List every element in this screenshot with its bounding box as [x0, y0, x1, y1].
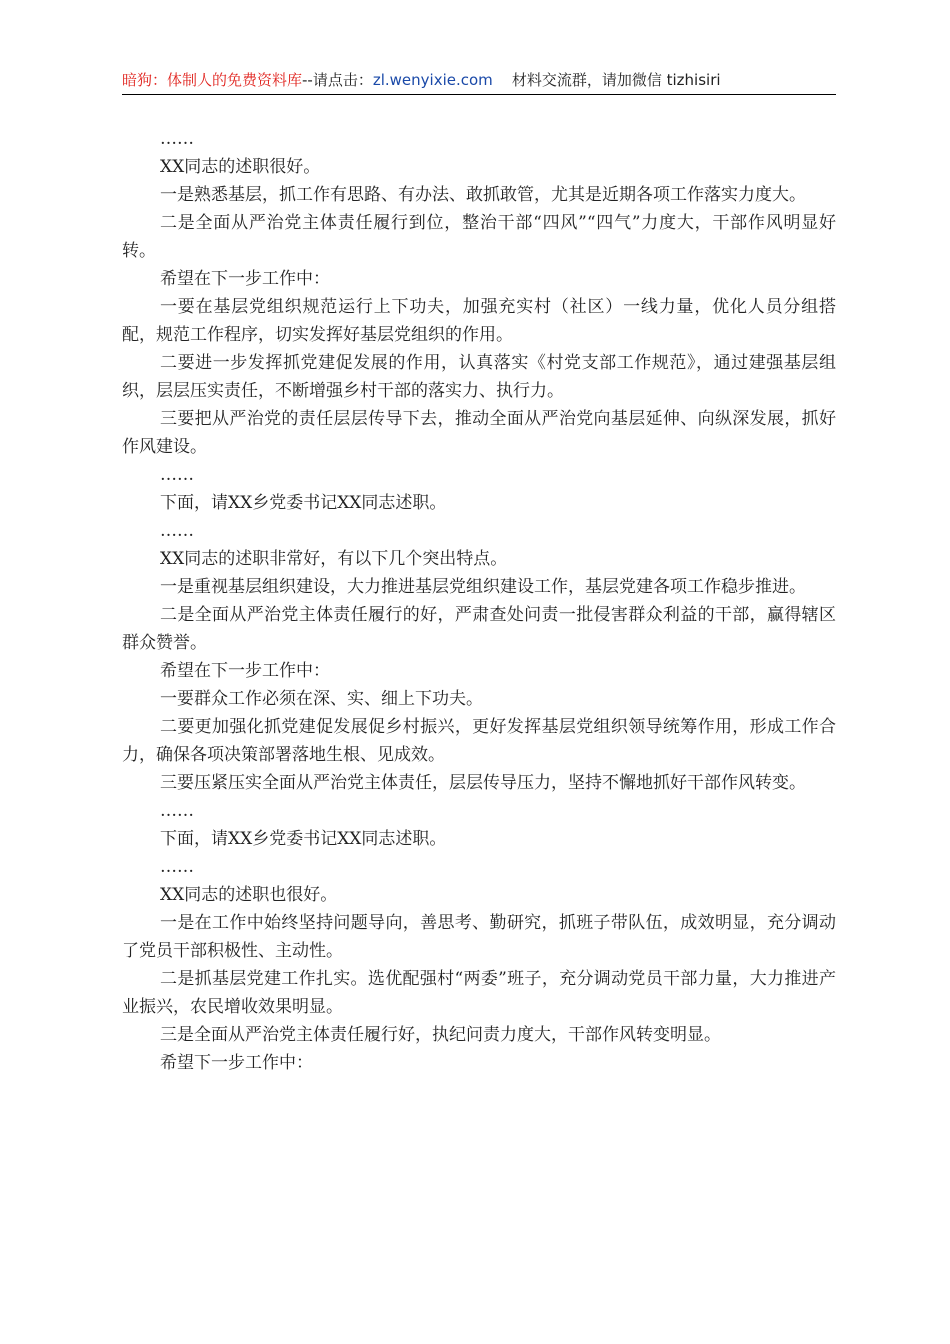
- paragraph: 二是全面从严治党主体责任履行的好，严肃查处问责一批侵害群众利益的干部，赢得辖区群众赞誉。: [122, 605, 836, 653]
- paragraph: 一要群众工作必须在深、实、细上下功夫。: [160, 689, 483, 709]
- paragraph: ……: [160, 129, 194, 149]
- paragraph: XX同志的述职非常好，有以下几个突出特点。: [160, 549, 508, 569]
- paragraph: 下面，请XX乡党委书记XX同志述职。: [160, 829, 447, 849]
- paragraph: 二是全面从严治党主体责任履行到位，整治干部“四风”“四气”力度大，干部作风明显好转。: [122, 213, 836, 261]
- paragraph: 三要把从严治党的责任层层传导下去，推动全面从严治党向基层延伸、向纵深发展，抓好作风建设。: [122, 409, 836, 457]
- paragraph: XX同志的述职很好。: [160, 157, 321, 177]
- header-contact-text: 材料交流群，请加微信 tizhisiri: [511, 71, 721, 89]
- paragraph: 希望在下一步工作中：: [160, 661, 330, 681]
- document-body: [122, 125, 836, 1077]
- paragraph: 希望下一步工作中：: [160, 1053, 313, 1073]
- paragraph: 下面，请XX乡党委书记XX同志述职。: [160, 493, 447, 513]
- paragraph: 一是在工作中始终坚持问题导向，善思考、勤研究，抓班子带队伍，成效明显，充分调动了党员干部积极性、主动性。: [122, 913, 836, 961]
- paragraph: ……: [160, 857, 194, 877]
- paragraph: 一是熟悉基层，抓工作有思路、有办法、敢抓敢管，尤其是近期各项工作落实力度大。: [160, 185, 806, 205]
- header-click-text: --请点击：: [302, 71, 373, 89]
- paragraph: ……: [160, 801, 194, 821]
- paragraph: 二要更加强化抓党建促发展促乡村振兴，更好发挥基层党组织领导统筹作用，形成工作合力，确保各项决策部署落地生根、见成效。: [122, 717, 836, 765]
- paragraph: 三要压紧压实全面从严治党主体责任，层层传导压力，坚持不懈地抓好干部作风转变。: [160, 773, 806, 793]
- header-brand-text: 暗狗：体制人的免费资料库: [122, 71, 303, 89]
- paragraph: ……: [160, 465, 194, 485]
- paragraph: XX同志的述职也很好。: [160, 885, 338, 905]
- paragraph: 一是重视基层组织建设，大力推进基层党组织建设工作，基层党建各项工作稳步推进。: [160, 577, 806, 597]
- header-url-link[interactable]: zl.wenyixie.com: [372, 71, 493, 89]
- paragraph: ……: [160, 521, 194, 541]
- paragraph: 三是全面从严治党主体责任履行好，执纪问责力度大，干部作风转变明显。: [160, 1025, 721, 1045]
- paragraph: 二是抓基层党建工作扎实。选优配强村“两委”班子，充分调动党员干部力量，大力推进产业振兴，农民增收效果明显。: [122, 969, 836, 1017]
- paragraph: 二要进一步发挥抓党建促发展的作用，认真落实《村党支部工作规范》，通过建强基层组织，层层压实责任，不断增强乡村干部的落实力、执行力。: [122, 353, 836, 401]
- paragraph: 希望在下一步工作中：: [160, 269, 330, 289]
- page-header: [122, 66, 836, 95]
- paragraph: 一要在基层党组织规范运行上下功夫，加强充实村（社区）一线力量，优化人员分组搭配，规范工作程序，切实发挥好基层党组织的作用。: [122, 297, 836, 345]
